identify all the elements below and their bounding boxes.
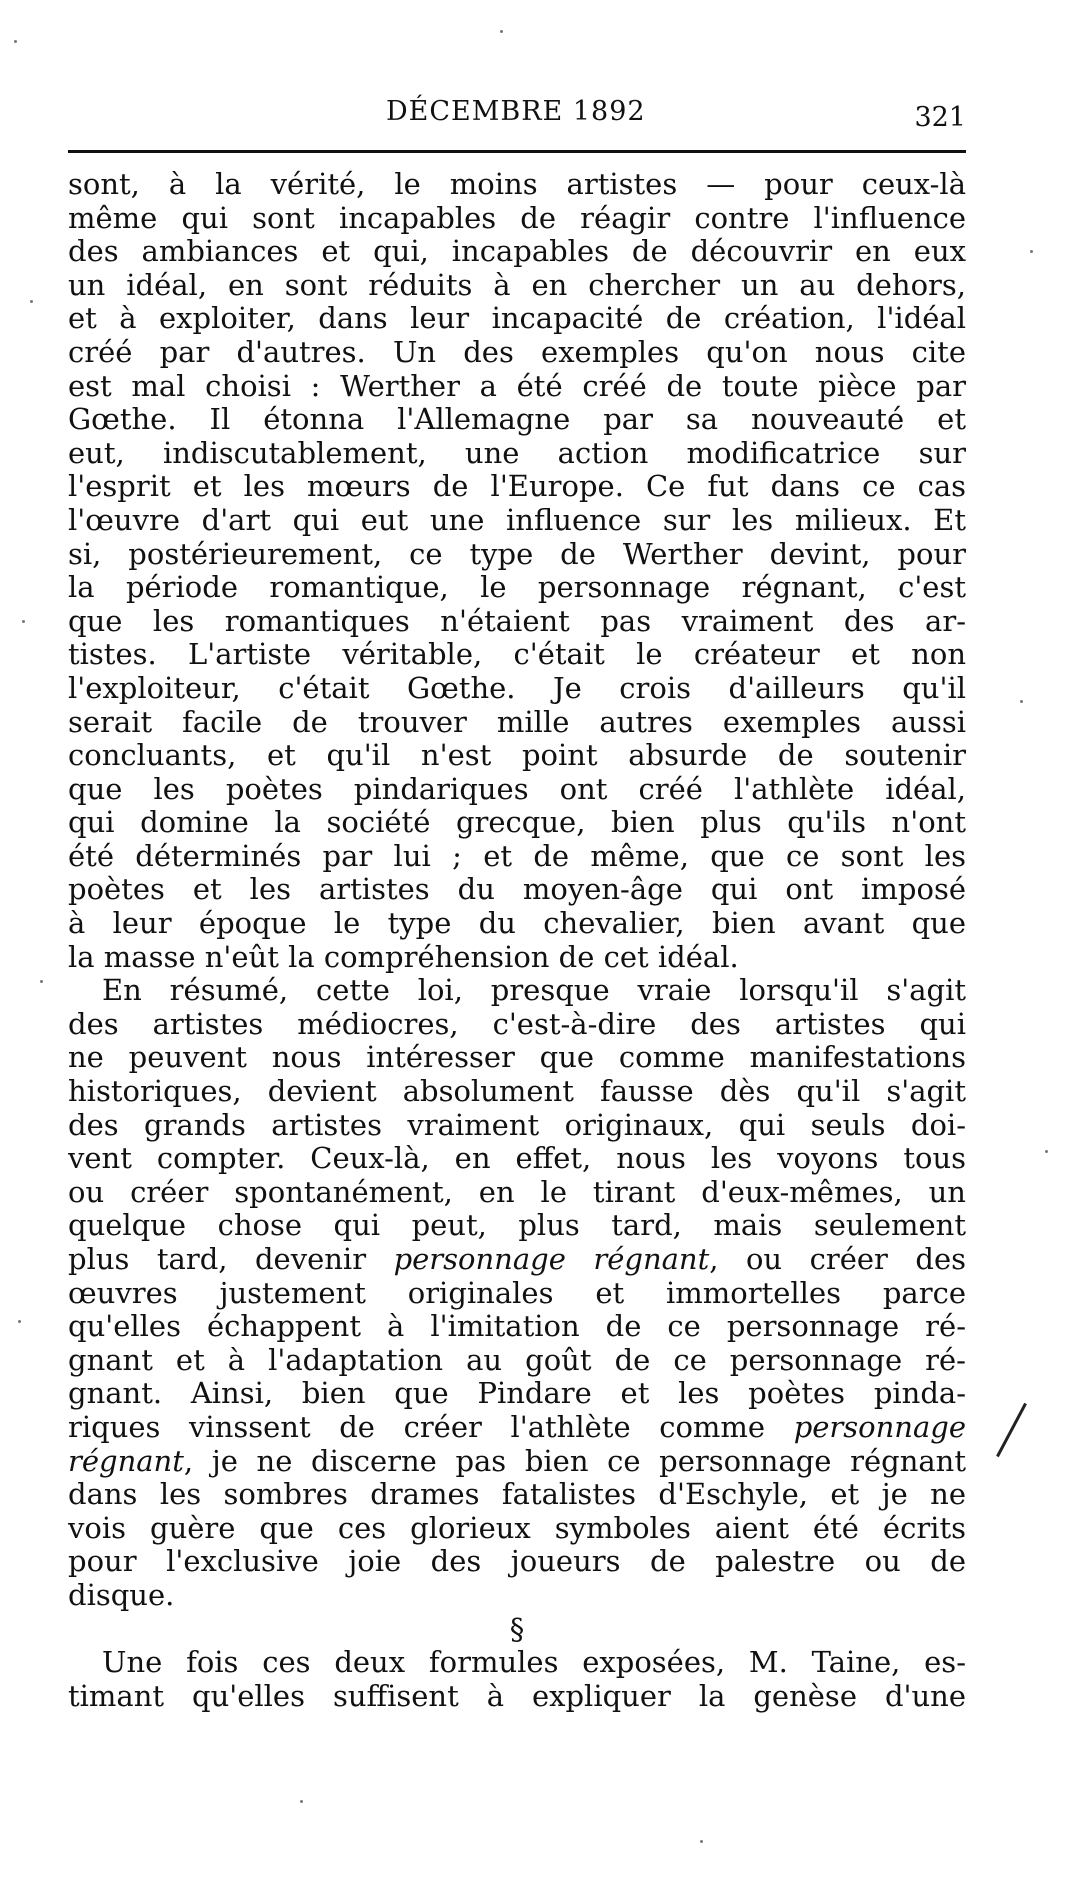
- scan-speck: [22, 620, 25, 623]
- scan-speck: [500, 30, 503, 33]
- scan-speck: [1045, 1150, 1048, 1153]
- text-line: la période romantique, le personnage régnant, c'est: [68, 571, 966, 605]
- text-line: gnant. Ainsi, bien que Pindare et les poètes pinda-: [68, 1377, 966, 1411]
- section-mark: §: [509, 1612, 525, 1646]
- italic-run: personnage: [793, 1410, 966, 1444]
- text-run: plus tard, devenir: [68, 1243, 394, 1276]
- text-line: si, postérieurement, ce type de Werther devint, pour: [68, 537, 966, 571]
- text-line: poètes et les artistes du moyen-âge qui ont imposé: [68, 873, 966, 907]
- text-line: ou créer spontanément, en le tirant d'eux-mêmes, un: [68, 1175, 966, 1209]
- text-line: même qui sont incapables de réagir contre l'influence: [68, 201, 966, 235]
- text-line: est mal choisi : Werther a été créé de toute pièce par: [68, 369, 966, 403]
- paragraph-end-line: la masse n'eût la compréhension de cet idéal.: [68, 940, 739, 974]
- page-number: 321: [914, 102, 966, 133]
- text-line: créé par d'autres. Un des exemples qu'on nous cite: [68, 335, 966, 369]
- header-rule: [68, 150, 966, 153]
- text-line-italic: [68, 1445, 966, 1479]
- text-line: tistes. L'artiste véritable, c'était le créateur et non: [68, 638, 966, 672]
- text-line: l'esprit et les mœurs de l'Europe. Ce fut dans ce cas: [68, 470, 966, 504]
- text-line: des ambiances et qui, incapables de découvrir en eux: [68, 235, 966, 269]
- text-line: des artistes médiocres, c'est-à-dire des artistes qui: [68, 1007, 966, 1041]
- text-line: timant qu'elles suffisent à expliquer la genèse d'une: [68, 1679, 966, 1713]
- italic-run: personnage régnant: [393, 1243, 710, 1276]
- text-run: , je ne discerne pas bien ce personnage régnant: [183, 1444, 966, 1478]
- text-line: Gœthe. Il étonna l'Allemagne par sa nouveauté et: [68, 403, 966, 437]
- scan-speck: [1030, 250, 1033, 253]
- text-line: historiques, devient absolument fausse dès qu'il s'agit: [68, 1075, 966, 1109]
- text-line: vent compter. Ceux-là, en effet, nous les voyons tous: [68, 1142, 966, 1176]
- text-line: des grands artistes vraiment originaux, qui seuls doi-: [68, 1108, 966, 1142]
- text-line: été déterminés par lui ; et de même, que ce sont les: [68, 839, 966, 873]
- text-line: à leur époque le type du chevalier, bien avant que: [68, 907, 966, 941]
- text-line: ne peuvent nous intéresser que comme manifestations: [68, 1041, 966, 1075]
- text-line: dans les sombres drames fatalistes d'Eschyle, et je ne: [68, 1478, 966, 1512]
- scan-speck: [30, 300, 33, 303]
- scan-speck: [300, 1800, 303, 1803]
- text-line: qui domine la société grecque, bien plus qu'ils n'ont: [68, 806, 966, 840]
- text-line: concluants, et qu'il n'est point absurde de soutenir: [68, 739, 966, 773]
- text-line: gnant et à l'adaptation au goût de ce personnage ré-: [68, 1343, 966, 1377]
- text-run: riques vinssent de créer l'athlète comme: [68, 1410, 794, 1444]
- text-line-italic: [68, 1411, 966, 1445]
- scan-speck: [14, 40, 17, 43]
- text-line: eut, indiscutablement, une action modificatrice sur: [68, 436, 966, 470]
- text-line: que les poètes pindariques ont créé l'athlète idéal,: [68, 772, 966, 806]
- text-line: sont, à la vérité, le moins artistes — pour ceux-là: [68, 168, 966, 201]
- italic-run: régnant: [68, 1444, 184, 1478]
- scan-speck: [1020, 700, 1023, 703]
- text-line: serait facile de trouver mille autres exemples aussi: [68, 705, 966, 739]
- text-line: un idéal, en sont réduits à en chercher un au dehors,: [68, 268, 966, 302]
- text-line-italic: [68, 1243, 966, 1277]
- text-line: que les romantiques n'étaient pas vraiment des ar-: [68, 604, 966, 638]
- text-line: vois guère que ces glorieux symboles aient été écrits: [68, 1511, 966, 1545]
- running-head: DÉCEMBRE 1892: [386, 96, 646, 127]
- text-line: l'œuvre d'art qui eut une influence sur les milieux. Et: [68, 503, 966, 537]
- text-line: quelque chose qui peut, plus tard, mais seulement: [68, 1209, 966, 1243]
- scan-speck: [40, 980, 43, 983]
- body-text: [68, 168, 966, 1713]
- text-line: pour l'exclusive joie des joueurs de palestre ou de: [68, 1545, 966, 1579]
- paragraph-end-line: disque.: [68, 1578, 175, 1612]
- text-line: œuvres justement originales et immortelles parce: [68, 1276, 966, 1310]
- margin-pencil-mark: [996, 1403, 1027, 1457]
- text-line: et à exploiter, dans leur incapacité de création, l'idéal: [68, 302, 966, 336]
- text-line: qu'elles échappent à l'imitation de ce personnage ré-: [68, 1310, 966, 1344]
- scan-speck: [700, 1840, 703, 1843]
- text-line: l'exploiteur, c'était Gœthe. Je crois d'ailleurs qu'il: [68, 671, 966, 705]
- paragraph-start-line: Une fois ces deux formules exposées, M. Taine, es-: [102, 1646, 966, 1680]
- scan-speck: [18, 1320, 21, 1323]
- page-header: [68, 96, 966, 156]
- text-run: , ou créer des: [709, 1243, 966, 1276]
- paragraph-start-line: En résumé, cette loi, presque vraie lorsqu'il s'agit: [102, 974, 966, 1008]
